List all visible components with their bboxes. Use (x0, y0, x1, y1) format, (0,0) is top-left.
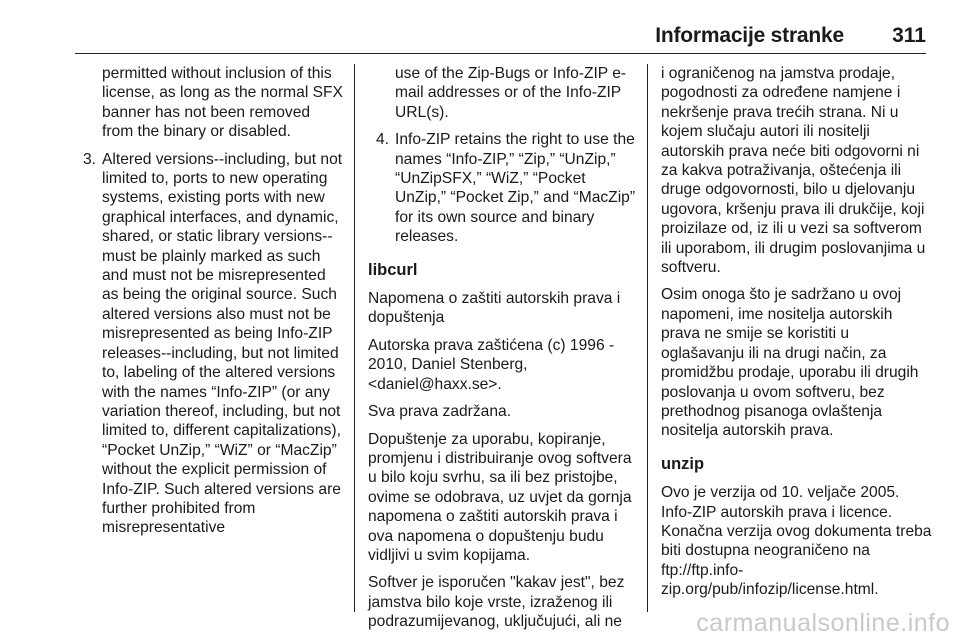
paragraph: Ovo je verzija od 10. veljače 2005. Info-ZIP autorskih prava i licence. Konačna verzija ovog dokumenta treba biti dostupna neograničeno na ftp://ftp.info-zip.org/pub/infozip/license.html. (661, 484, 932, 599)
header-divider (75, 53, 926, 54)
section-heading-libcurl: libcurl (368, 260, 418, 279)
paragraph: Osim onoga što je sadržano u ovoj napomeni, ime nositelja autorskih prava ne smije se koristiti u oglašavanju ili na drugi način, za promidžbu prodaje, uporabu ili drugih poslovanja u ovom softveru, bez prethodnog pisanoga ovlaštenja nositelja autorskih prava. (661, 286, 919, 440)
list-item-continuation: permitted without inclusion of this license, as long as the normal SFX banner has not been removed from the binary or disabled. (102, 65, 343, 141)
paragraph: Sva prava zadržana. (368, 403, 512, 421)
list-item-3 (75, 150, 345, 538)
section-heading-unzip: unzip (661, 454, 705, 473)
page-header (75, 24, 926, 52)
list-number: 3. (83, 150, 97, 168)
column-1 (75, 64, 345, 546)
paragraph: Napomena o zaštiti autorskih prava i dopuštenja (368, 290, 621, 327)
column-divider (354, 64, 355, 612)
paragraph: Dopuštenje za uporabu, kopiranje, promjenu i distribuiranje ovog softvera u bilo koju svrhu, sa ili bez pristojbe, ovime se odobrava, uz uvjet da gornja napomena o zaštiti autorskih prava i ova napomena o dopuštenju budu vidljivi u svim kopijama. (368, 430, 632, 564)
paragraph: i ograničenog na jamstva prodaje, pogodnosti za određene namjene i nekršenje prava trećih strana. Ni u kojem slučaju autori ili nositelji autorskih prava neće biti odgovorni ni za kakva potraživanja, oštećenja ili druge odgovornosti, bilo u djelovanju ugovora, kršenju prava ili drukčije, koji proizilaze od, iz ili u vezi sa softverom ili uporabom, ili drugim poslovanjima u softveru. (661, 65, 926, 277)
list-item-4 (368, 130, 638, 246)
page-title: Informacije stranke (655, 24, 844, 47)
list-number: 4. (376, 131, 390, 149)
page-number: 311 (892, 24, 926, 47)
column-divider (647, 64, 648, 612)
watermark: carmanualsonline.info (696, 609, 950, 637)
paragraph: Softver je isporučen "kakav jest", bez jamstva bilo koje vrste, izraženog ili podrazumijevanog, uključujući, ali ne (368, 574, 625, 631)
column-3 (661, 64, 933, 608)
list-item-text: Info-ZIP retains the right to use the names “Info-ZIP,” “Zip,” “UnZip,” “UnZipSFX,” “WiZ,” “Pocket UnZip,” “Pocket Zip,” and “MacZip” for its own source and binary releases. (395, 131, 636, 246)
paragraph: Autorska prava zaštićena (c) 1996 - 2010, Daniel Stenberg, <daniel@haxx.se>. (368, 336, 615, 393)
list-item-text: Altered versions--including, but not limited to, ports to new operating systems, existing ports with new graphical interfaces, and dynamic, shared, or static library versions--must be plainly marked as such and must not be misrepresented as being the original source. Such altered versions also must not be misrepresented as being Info-ZIP releases--including, but not limited to, labeling of the altered versions with the names “Info-ZIP” (or any variation thereof, including, but not limited to, different capitalizations), “Pocket UnZip,” “WiZ” or “MacZip” without the explicit permission of Info-ZIP. Such altered versions are further prohibited from misrepresentative (102, 150, 343, 537)
column-2 (368, 64, 638, 640)
list-item-continuation: use of the Zip-Bugs or Info-ZIP e-mail addresses or of the Info-ZIP URL(s). (395, 65, 627, 121)
